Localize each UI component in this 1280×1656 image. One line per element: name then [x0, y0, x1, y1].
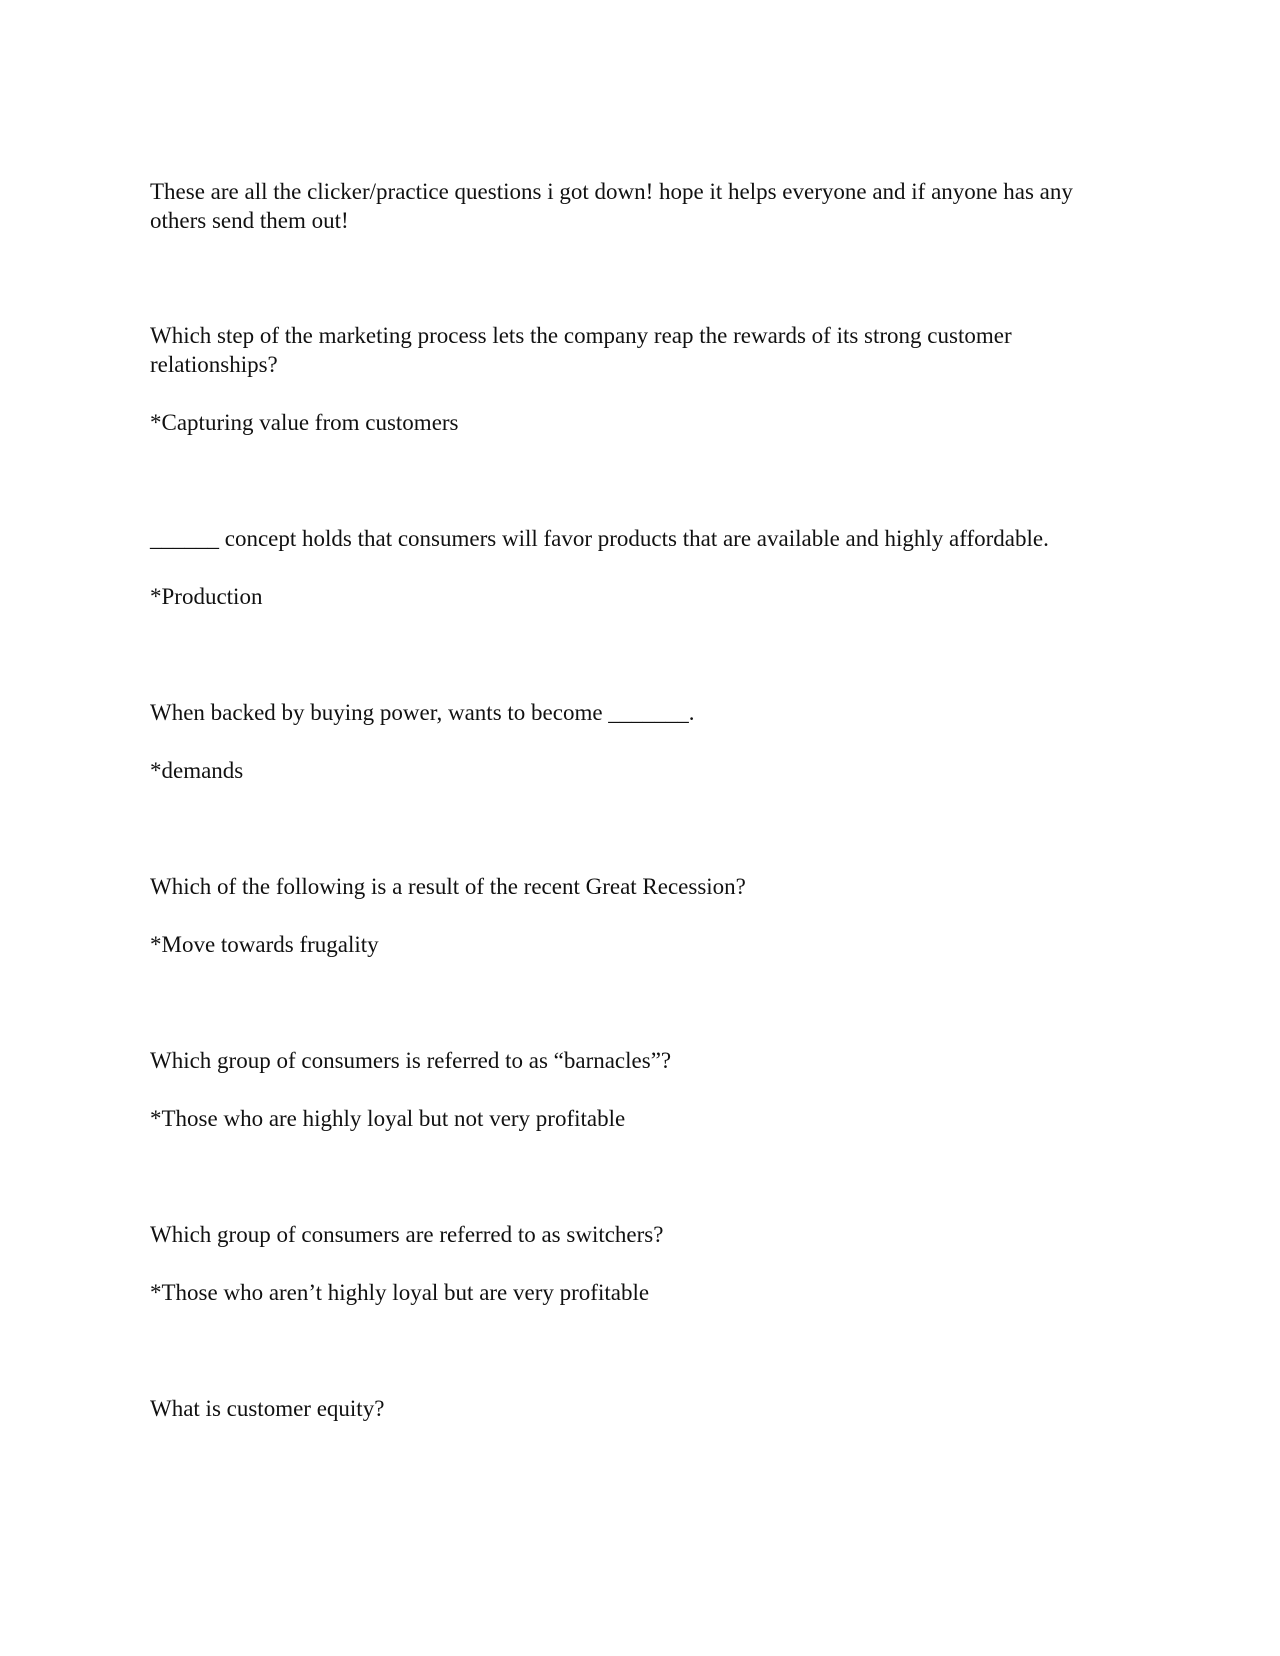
qa-item-6 [150, 1221, 1130, 1308]
question-text: Which group of consumers are referred to as switchers? [150, 1221, 664, 1247]
answer-text: *Move towards frugality [150, 932, 379, 957]
qa-item-2 [150, 525, 1130, 612]
qa-item-5 [150, 1047, 1130, 1134]
question-text: Which step of the marketing process lets the company reap the rewards of its strong customer relationships? [150, 323, 1012, 377]
document-body [150, 178, 1130, 1510]
answer-text: *demands [150, 758, 244, 783]
qa-item-4 [150, 873, 1130, 960]
question-text: What is customer equity? [150, 1395, 385, 1421]
answer-text: *Capturing value from customers [150, 410, 459, 435]
question-text: Which group of consumers is referred to as “barnacles”? [150, 1047, 672, 1073]
intro-paragraph: These are all the clicker/practice questions i got down! hope it helps everyone and if anyone has any others send them out! [150, 179, 1073, 233]
qa-item-1 [150, 322, 1130, 438]
qa-item-3 [150, 699, 1130, 786]
question-text: ______ concept holds that consumers will favor products that are available and highly affordable. [150, 525, 1049, 551]
question-text: Which of the following is a result of the recent Great Recession? [150, 873, 746, 899]
question-text: When backed by buying power, wants to become _______. [150, 699, 695, 725]
qa-item-7 [150, 1395, 1130, 1424]
answer-text: *Production [150, 584, 263, 609]
answer-text: *Those who are highly loyal but not very profitable [150, 1106, 626, 1131]
answer-text: *Those who aren’t highly loyal but are very profitable [150, 1280, 650, 1305]
